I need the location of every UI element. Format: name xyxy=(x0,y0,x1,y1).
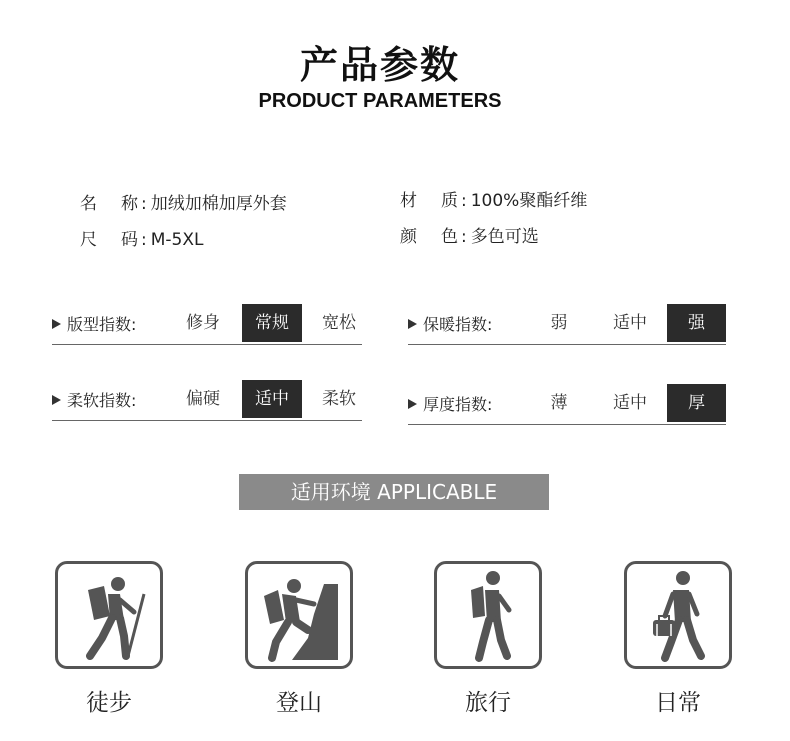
spec-value: 多色可选 xyxy=(470,227,539,247)
index-option: 偏硬 xyxy=(186,389,220,409)
index-fit xyxy=(52,302,362,345)
spec-color xyxy=(400,222,539,247)
index-thickness xyxy=(408,382,726,425)
hiking-icon xyxy=(55,561,163,669)
index-option: 适中 xyxy=(613,393,647,413)
spec-separator: : xyxy=(461,191,467,211)
backpacking-icon xyxy=(434,561,542,669)
index-option: 弱 xyxy=(550,313,568,333)
index-option-selected: 强 xyxy=(667,304,726,342)
walking-with-bag-icon xyxy=(624,561,732,669)
spec-separator: : xyxy=(461,227,467,247)
spec-material xyxy=(400,186,587,211)
index-name: 版型指数: xyxy=(52,312,136,335)
index-name: 柔软指数: xyxy=(52,388,136,411)
triangle-bullet-icon xyxy=(408,319,417,329)
spec-label: 颜 色 xyxy=(400,227,458,247)
page-title-en: PRODUCT PARAMETERS xyxy=(258,90,502,112)
spec-name xyxy=(80,189,287,214)
climbing-icon xyxy=(245,561,353,669)
index-option-selected: 常规 xyxy=(242,304,302,342)
index-name: 厚度指数: xyxy=(408,392,492,415)
env-label-daily: 日常 xyxy=(655,690,701,716)
spec-size xyxy=(80,225,203,250)
applicable-banner: 适用环境 APPLICABLE xyxy=(239,474,549,510)
index-option: 柔软 xyxy=(322,389,356,409)
spec-label: 名 称 xyxy=(80,194,138,214)
page-title-cn: 产品参数 xyxy=(299,43,460,87)
env-label-climbing: 登山 xyxy=(276,690,322,716)
index-option-selected: 适中 xyxy=(242,380,302,418)
index-option: 薄 xyxy=(550,393,568,413)
index-option: 适中 xyxy=(613,313,647,333)
spec-separator: : xyxy=(141,230,147,250)
spec-label: 尺 码 xyxy=(80,230,138,250)
index-warmth xyxy=(408,302,726,345)
index-softness xyxy=(52,378,362,421)
spec-label: 材 质 xyxy=(400,191,458,211)
index-name: 保暖指数: xyxy=(408,312,492,335)
index-option-selected: 厚 xyxy=(667,384,726,422)
index-option: 宽松 xyxy=(322,313,356,333)
env-label-travel: 旅行 xyxy=(465,690,511,716)
index-option: 修身 xyxy=(186,313,220,333)
triangle-bullet-icon xyxy=(52,319,61,329)
spec-separator: : xyxy=(141,194,147,214)
triangle-bullet-icon xyxy=(408,399,417,409)
env-label-hiking: 徒步 xyxy=(86,690,132,716)
spec-value: 100%聚酯纤维 xyxy=(470,191,588,211)
triangle-bullet-icon xyxy=(52,395,61,405)
spec-value: 加绒加棉加厚外套 xyxy=(150,194,287,214)
spec-value: M-5XL xyxy=(150,230,204,250)
